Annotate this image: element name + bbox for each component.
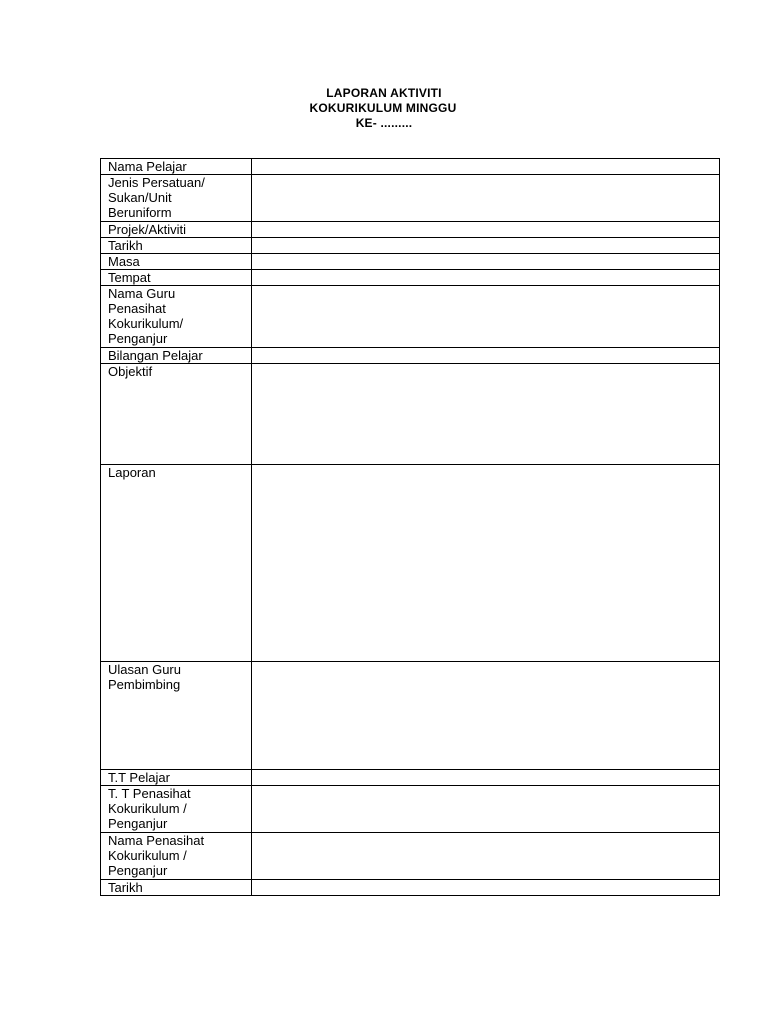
row-value-field[interactable] xyxy=(252,465,720,662)
row-label: T.T Pelajar xyxy=(101,770,252,786)
row-label: Tempat xyxy=(101,270,252,286)
row-value-field[interactable] xyxy=(252,770,720,786)
row-label: Ulasan Guru Pembimbing xyxy=(101,662,252,770)
row-value-field[interactable] xyxy=(252,159,720,175)
form-row-tempat xyxy=(101,270,720,286)
row-value-field[interactable] xyxy=(252,254,720,270)
form-row-nama-guru-penasihat xyxy=(101,286,720,348)
row-value-field[interactable] xyxy=(252,348,720,364)
row-label: T. T Penasihat Kokurikulum / Penganjur xyxy=(101,786,252,833)
form-row-laporan xyxy=(101,465,720,662)
row-label: Bilangan Pelajar xyxy=(101,348,252,364)
form-row-projek-aktiviti xyxy=(101,222,720,238)
row-value-field[interactable] xyxy=(252,286,720,348)
form-row-tt-pelajar xyxy=(101,770,720,786)
title-line-2: KOKURIKULUM MINGGU xyxy=(309,101,457,115)
form-row-tarikh-akhir xyxy=(101,880,720,896)
form-row-jenis-persatuan xyxy=(101,175,720,222)
report-form-table xyxy=(100,158,720,896)
form-row-tt-penasihat xyxy=(101,786,720,833)
form-row-nama-penasihat xyxy=(101,833,720,880)
row-label: Nama Guru Penasihat Kokurikulum/ Penganjur xyxy=(101,286,252,348)
row-value-field[interactable] xyxy=(252,364,720,465)
document-title xyxy=(0,86,768,131)
row-label: Tarikh xyxy=(101,238,252,254)
row-value-field[interactable] xyxy=(252,786,720,833)
form-row-ulasan-guru xyxy=(101,662,720,770)
row-value-field[interactable] xyxy=(252,833,720,880)
row-value-field[interactable] xyxy=(252,880,720,896)
row-label: Jenis Persatuan/ Sukan/Unit Beruniform xyxy=(101,175,252,222)
title-line-3: KE- ......... xyxy=(355,116,413,130)
form-row-masa xyxy=(101,254,720,270)
row-label: Tarikh xyxy=(101,880,252,896)
row-value-field[interactable] xyxy=(252,175,720,222)
title-line-1: LAPORAN AKTIVITI xyxy=(326,86,442,100)
row-label: Objektif xyxy=(101,364,252,465)
row-label: Nama Penasihat Kokurikulum / Penganjur xyxy=(101,833,252,880)
row-value-field[interactable] xyxy=(252,662,720,770)
form-row-bilangan-pelajar xyxy=(101,348,720,364)
row-label: Projek/Aktiviti xyxy=(101,222,252,238)
row-label: Laporan xyxy=(101,465,252,662)
row-value-field[interactable] xyxy=(252,238,720,254)
row-label: Masa xyxy=(101,254,252,270)
form-row-tarikh xyxy=(101,238,720,254)
row-label: Nama Pelajar xyxy=(101,159,252,175)
form-row-nama-pelajar xyxy=(101,159,720,175)
row-value-field[interactable] xyxy=(252,222,720,238)
row-value-field[interactable] xyxy=(252,270,720,286)
form-row-objektif xyxy=(101,364,720,465)
